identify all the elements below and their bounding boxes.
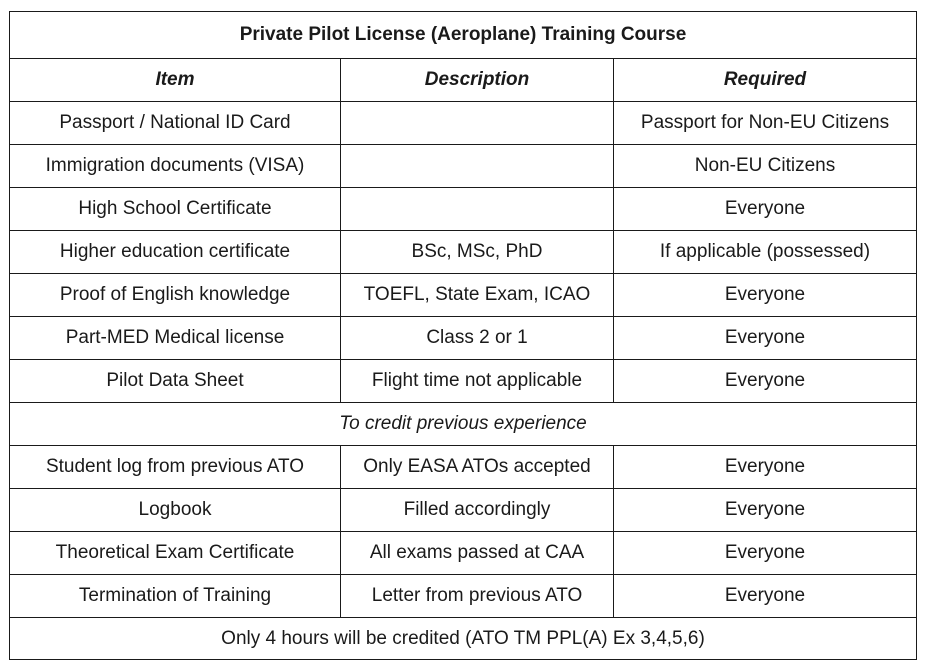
section-header-row: [10, 403, 917, 446]
cell-description: [341, 145, 614, 188]
table-title: Private Pilot License (Aeroplane) Training Course: [10, 12, 917, 59]
cell-required: Everyone: [614, 317, 917, 360]
cell-description: Flight time not applicable: [341, 360, 614, 403]
footer-note: Only 4 hours will be credited (ATO TM PPL(A) Ex 3,4,5,6): [10, 618, 917, 660]
cell-description: Only EASA ATOs accepted: [341, 446, 614, 489]
cell-description: BSc, MSc, PhD: [341, 231, 614, 274]
cell-description: Class 2 or 1: [341, 317, 614, 360]
table-header-row: [10, 59, 917, 102]
cell-item: Termination of Training: [10, 575, 341, 618]
cell-description: [341, 102, 614, 145]
cell-required: Everyone: [614, 446, 917, 489]
cell-required: Everyone: [614, 274, 917, 317]
cell-required: Everyone: [614, 575, 917, 618]
table-row: [10, 274, 917, 317]
cell-description: [341, 188, 614, 231]
table-row: [10, 532, 917, 575]
cell-required: If applicable (possessed): [614, 231, 917, 274]
cell-description: Filled accordingly: [341, 489, 614, 532]
cell-item: Theoretical Exam Certificate: [10, 532, 341, 575]
cell-required: Everyone: [614, 360, 917, 403]
table-row: [10, 102, 917, 145]
table-row: [10, 231, 917, 274]
cell-required: Passport for Non-EU Citizens: [614, 102, 917, 145]
cell-required: Everyone: [614, 188, 917, 231]
table-row: [10, 188, 917, 231]
column-header-required: Required: [614, 59, 917, 102]
table-title-row: [10, 12, 917, 59]
section-label: To credit previous experience: [10, 403, 917, 446]
cell-item: Pilot Data Sheet: [10, 360, 341, 403]
cell-item: Immigration documents (VISA): [10, 145, 341, 188]
footer-note-row: [10, 618, 917, 660]
requirements-table: [9, 11, 917, 660]
column-header-item: Item: [10, 59, 341, 102]
cell-description: All exams passed at CAA: [341, 532, 614, 575]
cell-required: Non-EU Citizens: [614, 145, 917, 188]
cell-item: Proof of English knowledge: [10, 274, 341, 317]
cell-description: Letter from previous ATO: [341, 575, 614, 618]
cell-required: Everyone: [614, 489, 917, 532]
table-row: [10, 489, 917, 532]
cell-item: Logbook: [10, 489, 341, 532]
cell-item: Higher education certificate: [10, 231, 341, 274]
cell-item: Passport / National ID Card: [10, 102, 341, 145]
cell-item: Part-MED Medical license: [10, 317, 341, 360]
table-row: [10, 145, 917, 188]
table-row: [10, 446, 917, 489]
table-row: [10, 575, 917, 618]
column-header-description: Description: [341, 59, 614, 102]
cell-item: High School Certificate: [10, 188, 341, 231]
cell-required: Everyone: [614, 532, 917, 575]
cell-item: Student log from previous ATO: [10, 446, 341, 489]
table-row: [10, 317, 917, 360]
cell-description: TOEFL, State Exam, ICAO: [341, 274, 614, 317]
table-row: [10, 360, 917, 403]
